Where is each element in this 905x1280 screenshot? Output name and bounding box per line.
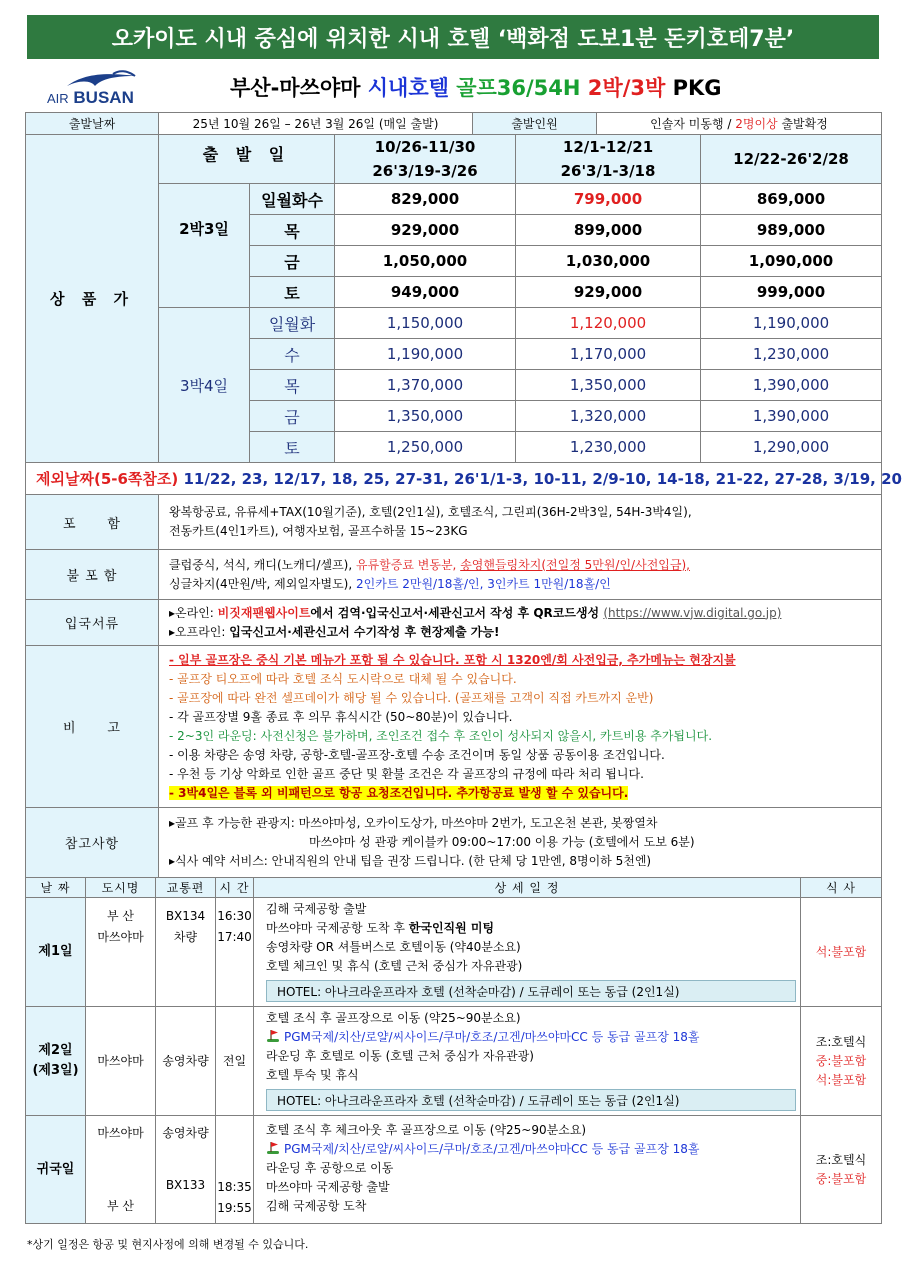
remark-line: - 이용 차량은 송영 차량, 공항-호텔-골프장-호텔 수송 조건이며 동일 상품 공동이용 조건입니다. bbox=[169, 747, 665, 762]
departure-date-value: 25년 10월 26일 – 26년 3월 26일 (매일 출발) bbox=[159, 113, 473, 135]
price-cell: 1,230,000 bbox=[701, 339, 882, 370]
day2-time: 전일 bbox=[216, 1007, 254, 1116]
remark-line: - 골프장에 따라 완전 셀프데이가 해당 될 수 있습니다. (골프채를 고객이 직접 카트까지 운반) bbox=[169, 690, 654, 705]
day3-d5: 김해 국제공항 도착 bbox=[266, 1199, 367, 1213]
golf-flag-icon bbox=[266, 1029, 280, 1043]
price-cell: 1,050,000 bbox=[335, 246, 516, 277]
day2-label bbox=[26, 1007, 86, 1116]
price-cell: 929,000 bbox=[516, 277, 701, 308]
price-cell: 949,000 bbox=[335, 277, 516, 308]
day2-detail bbox=[254, 1007, 801, 1116]
day3-d4: 마쓰야마 국제공항 출발 bbox=[266, 1180, 390, 1194]
col2-line1: 12/1-12/21 bbox=[562, 138, 654, 156]
exclusion-values: 11/22, 23, 12/17, 18, 25, 27-31, 26'1/1-3, 10-11, 2/9-10, 14-18, 21-22, 27-28, 3/19, 20 bbox=[178, 470, 902, 488]
include-label: 포 함 bbox=[26, 495, 159, 550]
exclude-label: 불 포 함 bbox=[26, 550, 159, 600]
itin-head-transport: 교통편 bbox=[156, 878, 216, 898]
departure-pax-label: 출발인원 bbox=[473, 113, 597, 135]
page-title bbox=[230, 72, 721, 102]
price-cell: 1,320,000 bbox=[516, 401, 701, 432]
group-3n4d-label: 3박4일 bbox=[159, 308, 250, 463]
price-cell: 1,190,000 bbox=[335, 339, 516, 370]
price-col-1 bbox=[335, 135, 516, 184]
summary-table bbox=[25, 112, 882, 135]
remark-line: - 각 골프장별 9홀 종료 후 의무 휴식시간 (50~80분)이 있습니다. bbox=[169, 709, 513, 724]
remarks-label: 비 고 bbox=[26, 646, 159, 808]
day-label: 토 bbox=[250, 277, 335, 308]
exclude-line1a: 클럽중식, 석식, 캐디(노캐디/셀프), bbox=[169, 557, 356, 572]
day2-meal2: 중:불포함 bbox=[815, 1053, 867, 1068]
itin-head-day: 날 짜 bbox=[26, 878, 86, 898]
day2-meal bbox=[801, 1007, 882, 1116]
title-golf: 골프36/54H bbox=[456, 76, 588, 100]
col1-line2: 26'3/19-3/26 bbox=[372, 162, 478, 180]
day3-time bbox=[216, 1116, 254, 1224]
entry-url-link[interactable]: (https://www.vjw.digital.go.jp) bbox=[603, 605, 782, 620]
day1-time2: 17:40 bbox=[217, 930, 252, 944]
price-cell: 929,000 bbox=[335, 215, 516, 246]
reference-label: 참고사항 bbox=[26, 808, 159, 878]
day3-trans2: BX133 bbox=[165, 1177, 206, 1192]
price-cell: 1,190,000 bbox=[701, 308, 882, 339]
include-line1: 왕복항공료, 유류세+TAX(10월기준), 호텔(2인1실), 호텔조식, 그린피(36H-2박3일, 54H-3박4일), bbox=[169, 505, 692, 519]
price-cell: 999,000 bbox=[701, 277, 882, 308]
price-section-label: 상 품 가 bbox=[26, 135, 159, 463]
product-sheet bbox=[25, 112, 902, 1224]
entry-line2b: 입국신고서·세관신고서 수기작성 후 현장제출 가능! bbox=[229, 624, 500, 639]
price-cell: 829,000 bbox=[335, 184, 516, 215]
day-label: 수 bbox=[250, 339, 335, 370]
price-cell: 1,030,000 bbox=[516, 246, 701, 277]
day3-city bbox=[86, 1116, 156, 1224]
price-col-2 bbox=[516, 135, 701, 184]
price-cell: 899,000 bbox=[516, 215, 701, 246]
day3-d1: 호텔 조식 후 체크아웃 후 골프장으로 이동 (약25~90분소요) bbox=[266, 1123, 587, 1137]
entry-line1c: 에서 검역·입국신고서·세관신고서 작성 후 QR코드생성 bbox=[310, 605, 604, 620]
price-cell: 869,000 bbox=[701, 184, 882, 215]
itin-head-meal: 식 사 bbox=[801, 878, 882, 898]
pax-prefix: 인솔자 미동행 / bbox=[650, 117, 736, 131]
itin-head-time: 시 간 bbox=[216, 878, 254, 898]
day2-label1: 제2일 bbox=[38, 1043, 73, 1058]
reference-line3: ▸식사 예약 서비스: 안내직원의 안내 팁을 권장 드립니다. (한 단체 당 1만엔, 8명이하 5천엔) bbox=[169, 854, 652, 868]
exclusion-table bbox=[25, 462, 902, 495]
entry-site: 비짓재팬웹사이트 bbox=[217, 605, 311, 620]
reference-value bbox=[159, 808, 882, 878]
day1-d3: 송영차량 OR 셔틀버스로 호텔이동 (약40분소요) bbox=[266, 940, 521, 954]
day1-hotel: HOTEL: 아나크라운프라자 호텔 (선착순마감) / 도큐레이 또는 동급 (2인1실) bbox=[266, 980, 796, 1002]
remark-line-highlight: - 3박4일은 블록 외 비패턴으로 항공 요청조건입니다. 추가항공료 발생 할 수 있습니다. bbox=[169, 785, 629, 800]
day1-time bbox=[216, 898, 254, 1007]
include-line2: 전동카트(4인1카트), 여행자보험, 골프수하물 15~23KG bbox=[169, 524, 468, 538]
day3-detail bbox=[254, 1116, 801, 1224]
exclude-line1b: 유류할증료 변동분, bbox=[356, 557, 461, 572]
day3-trans1: 송영차량 bbox=[162, 1125, 209, 1140]
remark-line: - 일부 골프장은 중식 기본 메뉴가 포함 될 수 있습니다. 포함 시 1320엔/회 사전입금, 추가메뉴는 현장지불 bbox=[169, 652, 736, 667]
day1-transport bbox=[156, 898, 216, 1007]
price-head-label: 출 발 일 bbox=[159, 135, 335, 184]
logo-busan: BUSAN bbox=[73, 88, 134, 107]
logo-air: AIR bbox=[47, 91, 69, 106]
col2-line2: 26'3/1-3/18 bbox=[560, 162, 656, 180]
day1-time1: 16:30 bbox=[217, 909, 252, 923]
price-cell: 799,000 bbox=[516, 184, 701, 215]
day2-city: 마쓰야마 bbox=[86, 1007, 156, 1116]
price-cell: 1,170,000 bbox=[516, 339, 701, 370]
price-table bbox=[25, 134, 882, 463]
pax-min: 2명이상 bbox=[735, 117, 778, 131]
day2-meal1: 조:호텔식 bbox=[815, 1034, 867, 1049]
pax-suffix: 출발확정 bbox=[777, 117, 828, 131]
day2-d1: 호텔 조식 후 골프장으로 이동 (약25~90분소요) bbox=[266, 1011, 521, 1025]
entry-line2a: ▸오프라인: bbox=[169, 624, 230, 639]
day-label: 금 bbox=[250, 401, 335, 432]
day2-d4: 호텔 투숙 및 휴식 bbox=[266, 1068, 359, 1082]
top-banner: 오카이도 시내 중심에 위치한 시내 호텔 ‘백화점 도보1분 돈키호테7분’ bbox=[27, 15, 879, 59]
day3-meal bbox=[801, 1116, 882, 1224]
day2-d3: 라운딩 후 호텔로 이동 (호텔 근처 중심가 자유관광) bbox=[266, 1049, 534, 1063]
price-cell: 1,230,000 bbox=[516, 432, 701, 463]
golf-flag-icon bbox=[266, 1141, 280, 1155]
price-cell: 1,390,000 bbox=[701, 401, 882, 432]
remarks-value bbox=[159, 646, 882, 808]
day-label: 금 bbox=[250, 246, 335, 277]
bird-icon bbox=[65, 70, 137, 90]
price-cell: 1,150,000 bbox=[335, 308, 516, 339]
day2-transport: 송영차량 bbox=[156, 1007, 216, 1116]
day1-trans1: BX134 bbox=[165, 909, 206, 923]
day2-label2: (제3일) bbox=[32, 1063, 79, 1078]
day1-label: 제1일 bbox=[26, 898, 86, 1007]
exclusion-dates bbox=[26, 463, 902, 495]
exclude-value bbox=[159, 550, 882, 600]
exclusion-label: 제외날짜(5-6쪽참조) bbox=[36, 470, 179, 488]
price-cell: 1,350,000 bbox=[516, 370, 701, 401]
day3-golf-text: PGM국제/치산/로얄/씨사이드/쿠마/호조/고겐/마쓰야마CC 등 동급 골프장 18홀 bbox=[284, 1142, 700, 1156]
itin-head-detail: 상 세 일 정 bbox=[254, 878, 801, 898]
remark-line: - 2~3인 라운딩: 사전신청은 불가하며, 조인조건 접수 후 조인이 성사되지 않을시, 카트비용 추가됩니다. bbox=[169, 728, 713, 743]
day3-city2: 부 산 bbox=[107, 1198, 134, 1213]
day3-meal1: 조:호텔식 bbox=[815, 1152, 867, 1167]
day1-d1: 김해 국제공항 출발 bbox=[266, 902, 367, 916]
itinerary-table bbox=[25, 877, 882, 1224]
price-cell: 1,350,000 bbox=[335, 401, 516, 432]
day2-golf bbox=[266, 1028, 792, 1047]
col1-line1: 10/26-11/30 bbox=[374, 138, 476, 156]
price-cell: 1,090,000 bbox=[701, 246, 882, 277]
price-cell: 1,370,000 bbox=[335, 370, 516, 401]
day-label: 목 bbox=[250, 370, 335, 401]
day1-d2b: 한국인직원 미팅 bbox=[408, 921, 495, 935]
day1-detail bbox=[254, 898, 801, 1007]
group-2n3d-label: 2박3일 bbox=[159, 184, 250, 308]
day1-trans2: 차량 bbox=[173, 930, 198, 944]
remark-line: - 우천 등 기상 악화로 인한 골프 중단 및 환불 조건은 각 골프장의 규정에 따라 처리 됩니다. bbox=[169, 766, 644, 781]
title-route: 부산-마쓰야마 bbox=[230, 76, 368, 100]
entry-value bbox=[159, 600, 882, 646]
itin-head-city: 도시명 bbox=[86, 878, 156, 898]
day1-city1: 부 산 bbox=[107, 909, 134, 923]
day2-meal3: 석:불포함 bbox=[815, 1072, 867, 1087]
exclude-line2a: 싱글차지(4만원/박, 제외일자별도), bbox=[169, 576, 356, 591]
day-label: 토 bbox=[250, 432, 335, 463]
departure-date-label: 출발날짜 bbox=[26, 113, 159, 135]
day3-meal2: 중:불포함 bbox=[815, 1171, 867, 1186]
price-cell: 1,290,000 bbox=[701, 432, 882, 463]
title-hotel: 시내호텔 bbox=[367, 76, 457, 100]
day2-hotel: HOTEL: 아나크라운프라자 호텔 (선착순마감) / 도큐레이 또는 동급 (2인1실) bbox=[266, 1089, 796, 1111]
price-cell: 989,000 bbox=[701, 215, 882, 246]
day-label: 목 bbox=[250, 215, 335, 246]
day3-golf bbox=[266, 1140, 792, 1159]
day3-city1: 마쓰야마 bbox=[97, 1125, 144, 1140]
day2-golf-text: PGM국제/치산/로얄/씨사이드/쿠마/호조/고겐/마쓰야마CC 등 동급 골프장 18홀 bbox=[284, 1030, 700, 1044]
price-cell: 1,120,000 bbox=[516, 308, 701, 339]
footer-note: *상기 일정은 항공 및 현지사정에 의해 변경될 수 있습니다. bbox=[27, 1238, 309, 1251]
include-value bbox=[159, 495, 882, 550]
title-pkg: PKG bbox=[672, 76, 722, 100]
remark-line: - 골프장 티오프에 따라 호텔 조식 도시락으로 대체 될 수 있습니다. bbox=[169, 671, 517, 686]
day3-d3: 라운딩 후 공항으로 이동 bbox=[266, 1161, 394, 1175]
day3-transport bbox=[156, 1116, 216, 1224]
day1-city bbox=[86, 898, 156, 1007]
air-busan-logo bbox=[47, 70, 147, 110]
exclude-line2b: 2인카트 2만원/18홀/인, 3인카트 1만원/18홀/인 bbox=[356, 576, 611, 591]
price-cell: 1,250,000 bbox=[335, 432, 516, 463]
day1-d4: 호텔 체크인 및 휴식 (호텔 근처 중심가 자유관광) bbox=[266, 959, 523, 973]
price-cell: 1,390,000 bbox=[701, 370, 882, 401]
entry-label: 입국서류 bbox=[26, 600, 159, 646]
info-table bbox=[25, 494, 882, 878]
exclude-line1c: 송영핸들링차지(전일정 5만원/인/사전입금), bbox=[460, 557, 690, 572]
day1-city2: 마쓰야마 bbox=[97, 930, 144, 944]
day3-time2: 19:55 bbox=[217, 1201, 252, 1215]
day3-time1: 18:35 bbox=[217, 1180, 252, 1194]
day-label: 일월화수 bbox=[250, 184, 335, 215]
day1-d2a: 마쓰야마 국제공항 도착 후 bbox=[266, 921, 409, 935]
reference-line2: 마쓰야마 성 관광 케이블카 09:00~17:00 이용 가능 (호텔에서 도보 6분) bbox=[309, 835, 695, 849]
day-label: 일월화 bbox=[250, 308, 335, 339]
departure-pax-value bbox=[597, 113, 882, 135]
title-nights: 2박/3박 bbox=[587, 76, 673, 100]
col3-line1: 12/22-26'2/28 bbox=[733, 150, 849, 168]
reference-line1: ▸골프 후 가능한 관광지: 마쓰야마성, 오카이도상가, 마쓰야마 2번가, 도고온천 본관, 봇짱열차 bbox=[169, 816, 658, 830]
day3-label: 귀국일 bbox=[26, 1116, 86, 1224]
price-col-3 bbox=[701, 135, 882, 184]
entry-line1a: ▸온라인: bbox=[169, 605, 218, 620]
day1-meal: 석:불포함 bbox=[801, 898, 882, 1007]
